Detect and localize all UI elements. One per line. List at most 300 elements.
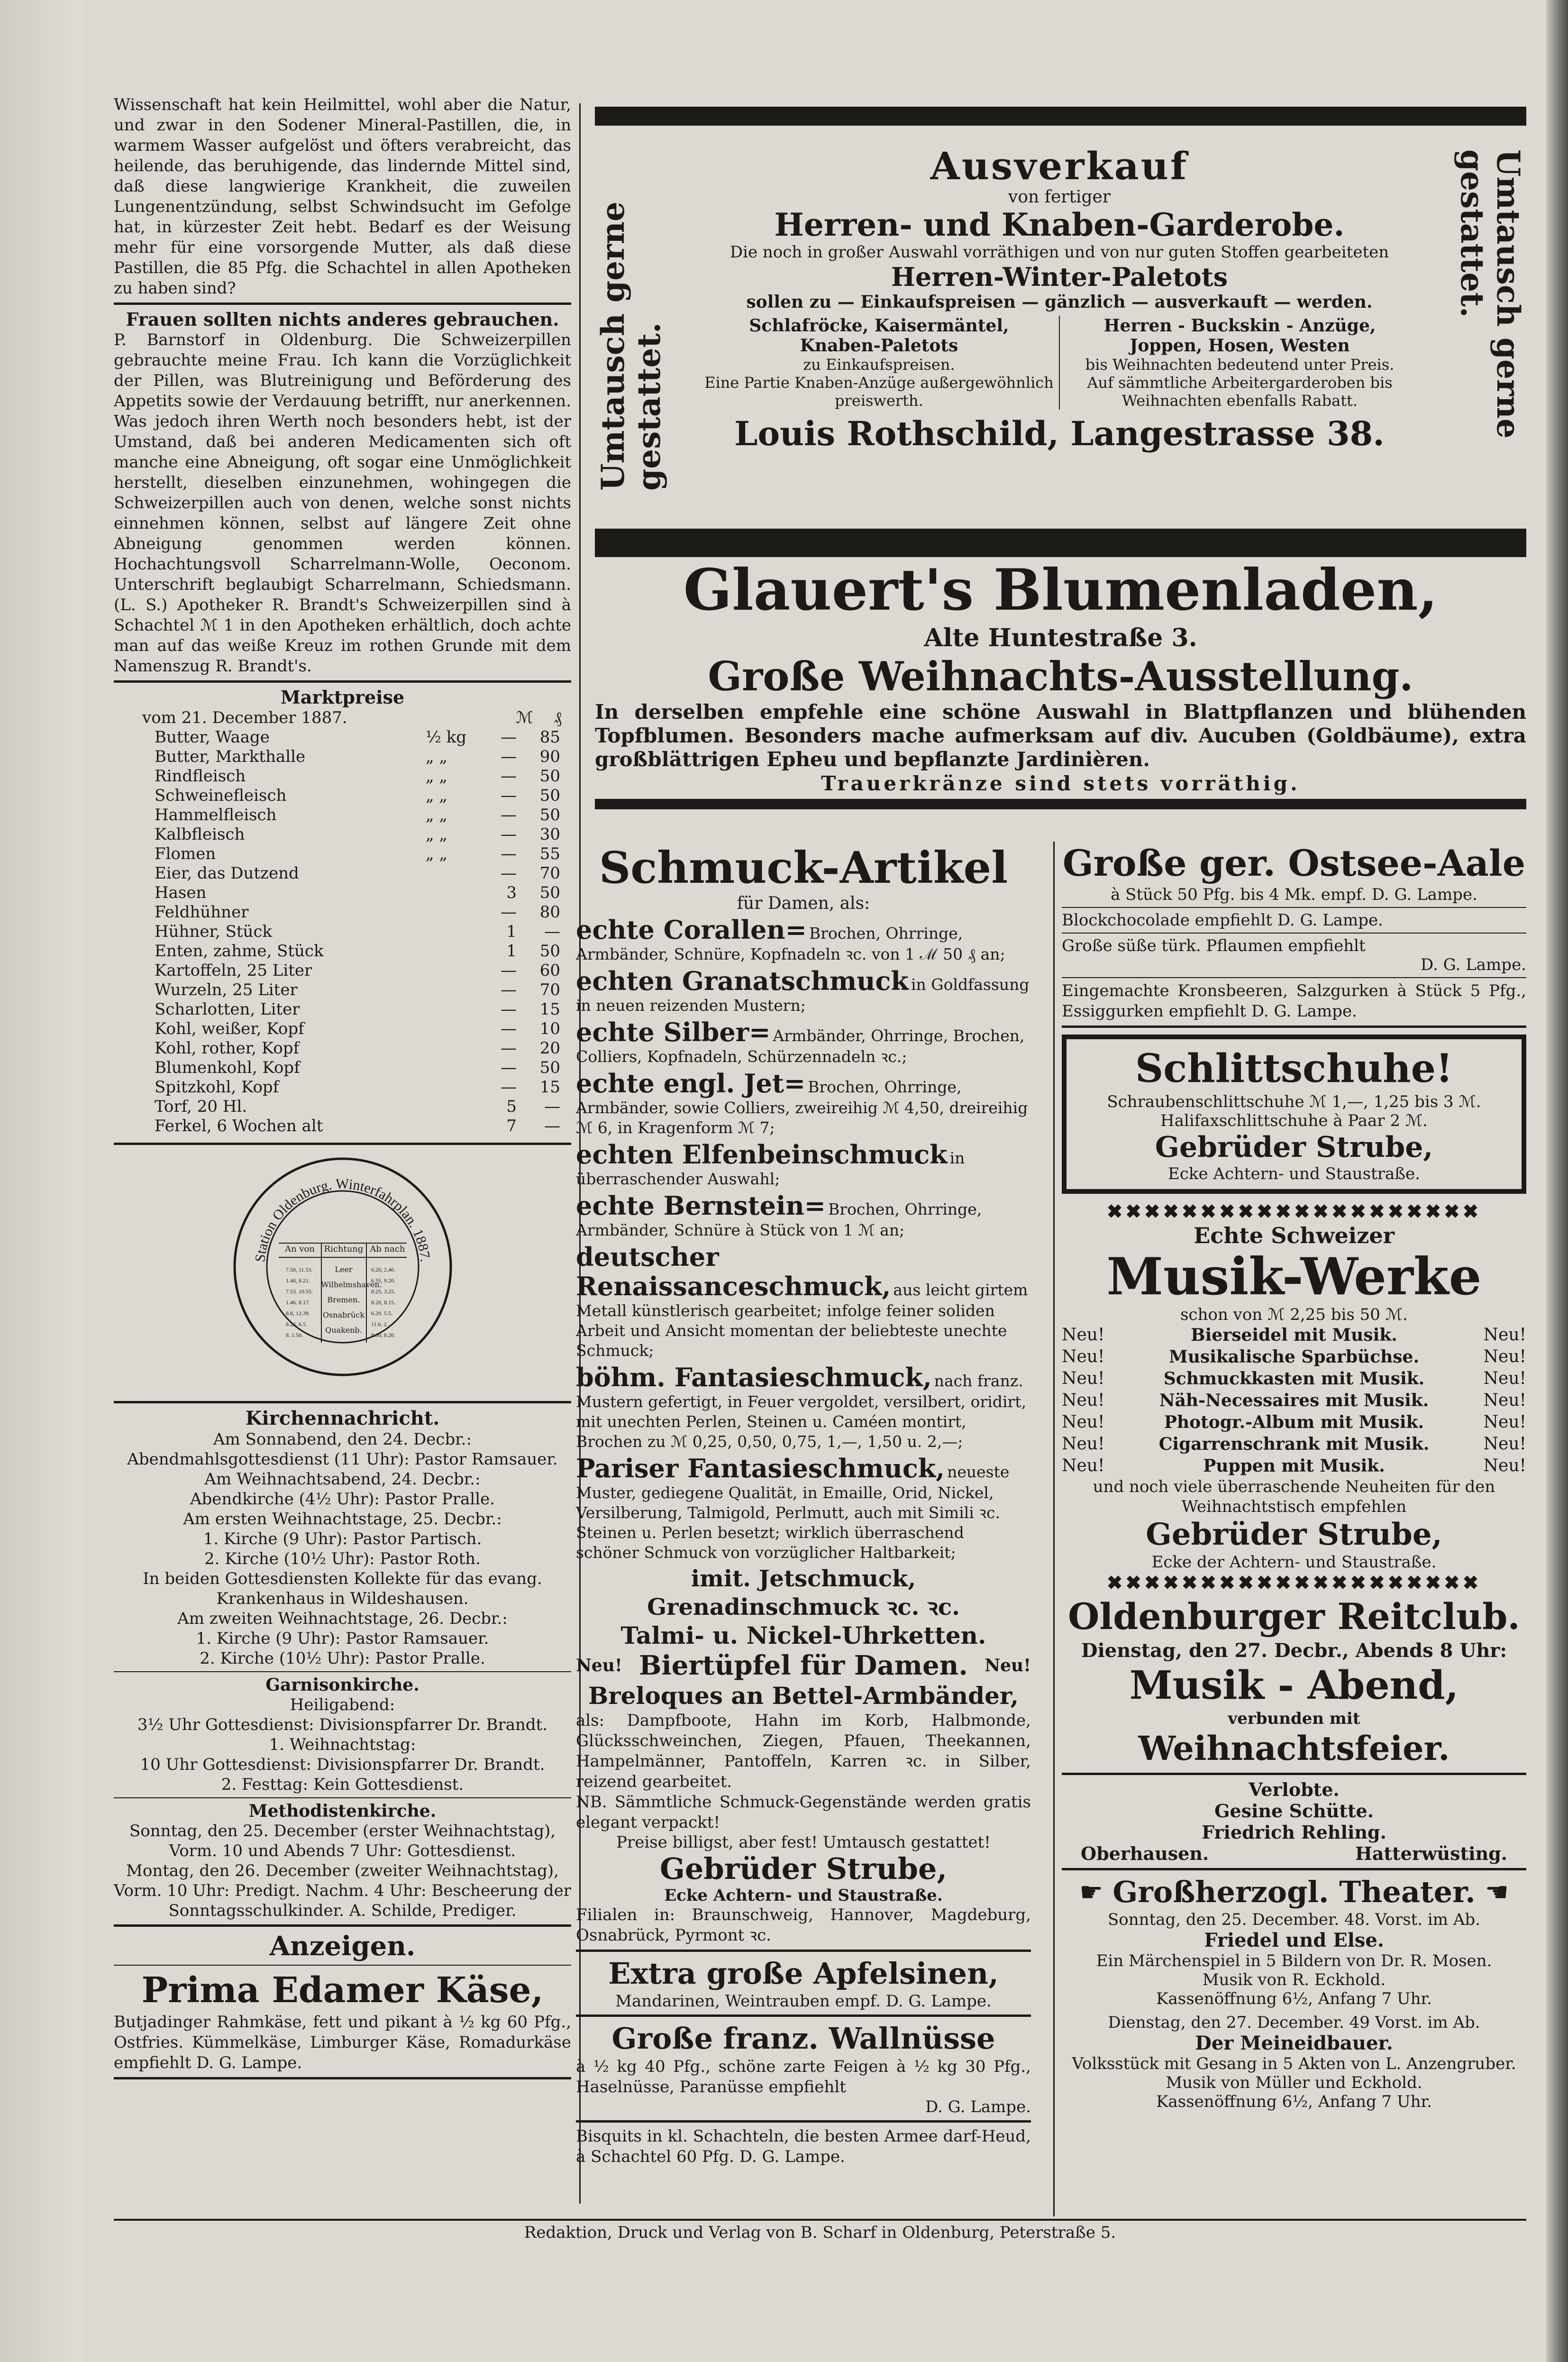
musik-item-label: Musikalische Sparbüchse.	[1169, 1347, 1419, 1367]
market-row	[152, 864, 563, 883]
market-item: Feldhühner	[155, 903, 249, 922]
market-mark: —	[501, 903, 517, 922]
schmuck-item-head: echte Corallen=	[576, 915, 807, 945]
market-unit	[423, 961, 485, 980]
page-edge-shadow	[1546, 0, 1568, 2362]
market-mark: —	[501, 1019, 517, 1038]
svg-text:6.20, 2.40.: 6.20, 2.40.	[371, 1266, 395, 1273]
schmuck-item-head: deutscher Renaissanceschmuck,	[576, 1242, 891, 1301]
reitclub-title: Oldenburger Reitclub.	[1068, 1595, 1520, 1638]
musik-l1: Echte Schweizer	[1194, 1223, 1395, 1248]
schmuck-filialen: Filialen in: Braunschweig, Hannover, Magdeburg, Osnabrück, Pyrmont ꝛc.	[576, 1905, 1031, 1945]
svg-text:8.20, 8.15.: 8.20, 8.15.	[371, 1299, 395, 1306]
market-mark: —	[501, 1078, 517, 1097]
market-row	[152, 903, 563, 922]
schmuck-imit: imit. Jetschmuck, Grenadinschmuck ꝛc. ꝛc.	[647, 1566, 960, 1620]
kronsbeeren-line: Eingemachte Kronsbeeren, Salzgurken à Stück 5 Pfg., Essiggurken empfiehlt D. G. Lampe.	[1062, 981, 1526, 1021]
schmuck-talmi: Talmi- u. Nickel-Uhrketten.	[620, 1621, 986, 1649]
station-direction: Quakenb.	[325, 1326, 362, 1335]
market-mark: —	[501, 806, 517, 824]
schlittschuhe-line1: Schraubenschlittschuhe ℳ 1,—, 1,25 bis 3 ℳ.	[1107, 1092, 1481, 1111]
market-mark: —	[501, 980, 517, 999]
verlobte-name1: Gesine Schütte.	[1214, 1800, 1374, 1822]
text-line: 1. Weihnachtstag:	[269, 1735, 416, 1754]
market-item: Ferkel, 6 Wochen alt	[155, 1117, 323, 1135]
schmuck-item-head: Pariser Fantasieschmuck,	[576, 1453, 945, 1483]
marktpreise-table	[152, 728, 563, 1136]
ausverkauf-sub: Herren- und Knaben-Garderobe.	[774, 206, 1345, 243]
market-row	[152, 1078, 563, 1097]
text-line: 3½ Uhr Gottesdienst: Divisionspfarrer Dr. Brandt.	[137, 1715, 548, 1734]
glauert-last: Trauerkränze sind stets vorräthig.	[821, 772, 1300, 795]
svg-text:8.25, 3.25.: 8.25, 3.25.	[371, 1288, 395, 1295]
market-row	[152, 1097, 563, 1117]
text-line: 1. Kirche (9 Uhr): Pastor Ramsauer.	[196, 1629, 489, 1648]
schmuck-item	[576, 1363, 1031, 1452]
market-row	[152, 942, 563, 961]
schmuck-item-text: Brochen, Ohrringe, Armbänder, sowie Colliers, zweireihig ℳ 4,50, dreireihig ℳ 6, in Kragenform ℳ 7;	[576, 1078, 1028, 1137]
schmuck-preise: Preise billigst, aber fest! Umtausch gestattet!	[616, 1833, 991, 1852]
market-pfennig: 20	[539, 1039, 560, 1058]
text-line: Sonntag, den 25. December (erster Weihnachtstag), Vorm. 10 und Abends 7 Uhr: Gottesdienst.	[129, 1822, 556, 1860]
market-unit	[423, 922, 485, 942]
schmuck-item-text: in überraschender Auswahl;	[576, 1149, 965, 1188]
schmuck-item	[576, 1454, 1031, 1563]
text-line: 1. Kirche (9 Uhr): Pastor Partisch.	[203, 1529, 482, 1548]
schmuck-bier: Biertüpfel für Damen.	[639, 1650, 968, 1681]
marktpreise-heading: Marktpreise	[280, 687, 405, 708]
ausverkauf-title: Ausverkauf	[930, 144, 1189, 188]
glauert-text: In derselben empfehle eine schöne Auswahl in Blattpflanzen und blühenden Topfblumen. Besonders mache aufmerksam auf div. Aucuben (Goldbäume), extra großblättrigen Epheu und bepflanzte Jardinièren.	[595, 700, 1526, 771]
schmuck-item	[576, 1017, 1031, 1067]
glauert-title: Glauert's Blumenladen,	[683, 557, 1438, 623]
schmuck-item-text: Brochen, Ohrringe, Armbänder, Schnüre, Kopfnadeln ꝛc. von 1 ℳ 50 ₰ an;	[576, 924, 1005, 963]
schmuck-item	[576, 1069, 1031, 1138]
market-pfennig: 60	[539, 961, 560, 980]
market-item: Hühner, Stück	[155, 922, 273, 941]
market-row	[152, 767, 563, 786]
market-pfennig: 85	[539, 728, 560, 747]
ausverkauf-line3: sollen zu — Einkaufspreisen — gänzlich — ausverkauft — werden.	[746, 292, 1373, 312]
market-row	[152, 806, 563, 825]
market-pfennig: 50	[539, 786, 560, 805]
text-line: Heiligabend:	[290, 1695, 395, 1714]
schmuck-item-head: echten Elfenbeinschmuck	[576, 1139, 948, 1170]
neu-label: Neu!	[1062, 1369, 1105, 1388]
station-col-an: An von	[285, 1244, 315, 1254]
market-row	[152, 825, 563, 844]
market-row	[152, 1019, 563, 1039]
neu-label: Neu!	[576, 1656, 622, 1675]
text-line: 2. Kirche (10½ Uhr): Pastor Pralle.	[200, 1649, 485, 1668]
musik-item-label: Näh-Necessaires mit Musik.	[1159, 1391, 1429, 1410]
market-row	[152, 883, 563, 903]
market-item: Rindfleisch	[155, 767, 246, 786]
market-pfennig: 70	[539, 980, 560, 999]
schmuck-item-head: echte engl. Jet=	[576, 1068, 806, 1099]
schmuck-item-head: echte Silber=	[576, 1017, 771, 1047]
theater-l3: Musik von R. Eckhold.	[1202, 1970, 1386, 1989]
schmuck-item	[576, 1242, 1031, 1361]
market-unit: „ „	[426, 786, 448, 805]
reitclub-verbunden: verbunden mit	[1228, 1709, 1360, 1728]
ornament-row: ✖✖✖✖✖✖✖✖✖✖✖✖✖✖✖✖✖✖✖✖	[1106, 1572, 1482, 1594]
ausverkauf-a2: Knaben-Paletots	[800, 336, 958, 356]
theater-l1: Sonntag, den 25. December. 48. Vorst. im Ab.	[1108, 1910, 1480, 1929]
market-mark: —	[501, 1000, 517, 1019]
svg-text:1.40, 8.21.: 1.40, 8.21.	[285, 1277, 310, 1284]
market-item: Torf, 20 Hl.	[155, 1097, 247, 1116]
neu-label: Neu!	[1483, 1434, 1526, 1454]
umtausch-left: Umtausch gerne gestattet.	[594, 201, 667, 491]
text-line: 10 Uhr Gottesdienst: Divisionspfarrer Dr. Brandt.	[140, 1755, 545, 1774]
schmuck-firm: Gebrüder Strube,	[659, 1851, 948, 1886]
theater-l2: Ein Märchenspiel in 5 Bildern von Dr. R. Mosen.	[1096, 1951, 1492, 1970]
musik-item	[1062, 1433, 1526, 1455]
divider	[114, 1797, 571, 1798]
schmuck-item	[576, 1140, 1031, 1189]
schmuck-item	[576, 966, 1031, 1016]
market-pfennig: 15	[539, 1078, 560, 1097]
neu-label: Neu!	[1483, 1456, 1526, 1475]
market-row	[152, 1117, 563, 1136]
station-col-ab: Ab nach	[370, 1244, 405, 1254]
svg-text:8.30, 8.20.: 8.30, 8.20.	[371, 1332, 395, 1338]
column-separator	[1053, 842, 1055, 2216]
footer	[114, 2219, 1526, 2244]
text-line: Am Sonnabend, den 24. Decbr.:	[213, 1430, 472, 1449]
glauert-ad	[595, 529, 1526, 809]
station-direction: Leer	[335, 1265, 353, 1274]
market-item: Kalbfleisch	[155, 825, 245, 844]
garnisonkirche-lines	[114, 1695, 571, 1794]
musik-title: Musik-Werke	[1106, 1247, 1482, 1307]
schmuck-fuer: für Damen, als:	[737, 894, 870, 913]
ausverkauf-b2: Joppen, Hosen, Westen	[1130, 336, 1350, 356]
market-item: Kohl, rother, Kopf	[155, 1039, 300, 1058]
theater-l6: Volksstück mit Gesang in 5 Akten von L. Anzengruber.	[1072, 2054, 1516, 2073]
divider	[114, 1401, 571, 1403]
pflaumen-line: Große süße türk. Pflaumen empfiehlt	[1062, 936, 1366, 955]
musik-item	[1062, 1346, 1526, 1368]
neu-label: Neu!	[1062, 1325, 1105, 1345]
neu-label: Neu!	[1483, 1369, 1526, 1388]
aale-title: Große ger. Ostsee-Aale	[1062, 842, 1526, 884]
text-line: In beiden Gottesdiensten Kollekte für das evang. Krankenhaus in Wildeshausen.	[143, 1569, 542, 1608]
ausverkauf-b3: bis Weihnachten bedeutend unter Preis.	[1085, 356, 1395, 374]
nuesse-text: à ½ kg 40 Pfg., schöne zarte Feigen à ½ kg 30 Pfg., Haselnüsse, Paranüsse empfiehlt	[576, 2057, 1031, 2097]
schmuck-item-text: neueste Muster, gediegene Qualität, in Emaille, Orid, Nickel, Versilberung, Talmigold, Perlmutt, auch mit Simili ꝛc. Steinen u. Perlen besetzt; wirklich überraschend schöner Schmuck von vorzüglicher Haltbarkeit;	[576, 1463, 1010, 1562]
market-pfennig: 80	[539, 903, 560, 922]
text-line: Abendmahlsgottesdienst (11 Uhr): Pastor Ramsauer.	[127, 1450, 558, 1469]
market-item: Spitzkohl, Kopf	[155, 1078, 279, 1097]
schmuck-firm-addr: Ecke Achtern- und Staustraße.	[664, 1886, 943, 1905]
theater-t2: Der Meineidbauer.	[1195, 2032, 1393, 2054]
market-mark: —	[501, 786, 517, 805]
market-unit	[423, 1078, 485, 1097]
market-row	[152, 961, 563, 980]
verlobte-place1: Oberhausen.	[1081, 1843, 1209, 1864]
musik-firm: Gebrüder Strube,	[1146, 1517, 1442, 1552]
svg-text:8.8, 12.39.: 8.8, 12.39.	[285, 1310, 310, 1317]
footer-imprint: Redaktion, Druck und Verlag von B. Scharf in Oldenburg, Peterstraße 5.	[524, 2223, 1116, 2242]
bisquits-text: Bisquits in kl. Schachteln, die besten Armee darf-Heud, à Schachtel 60 Pfg. D. G. Lampe.	[576, 2127, 1031, 2166]
market-unit	[423, 903, 485, 922]
market-item: Scharlotten, Liter	[155, 1000, 300, 1019]
schmuck-item-head: echte Bernstein=	[576, 1190, 826, 1221]
schmuck-item	[576, 1191, 1031, 1240]
musik-item-label: Cigarrenschrank mit Musik.	[1158, 1434, 1430, 1454]
frauen-heading: Frauen sollten nichts anderes gebrauchen.	[126, 309, 559, 330]
divider	[1062, 1773, 1526, 1775]
market-mark: —	[501, 728, 517, 747]
market-mark: —	[501, 767, 517, 786]
musik-item-label: Photogr.-Album mit Musik.	[1164, 1412, 1424, 1432]
apfel-text: Mandarinen, Weintrauben empf. D. G. Lampe.	[615, 1992, 992, 2011]
market-item: Blumenkohl, Kopf	[155, 1058, 300, 1077]
musik-item	[1062, 1324, 1526, 1346]
market-unit: „ „	[426, 747, 448, 766]
glauert-addr: Alte Huntestraße 3.	[924, 623, 1197, 652]
text-line: Am Weihnachtsabend, 24. Decbr.:	[204, 1470, 481, 1489]
schmuck-ad	[576, 842, 1031, 2167]
theater-title: Großherzogl. Theater.	[1112, 1875, 1476, 1909]
market-row	[152, 747, 563, 767]
ausverkauf-a1: Schlafröcke, Kaisermäntel,	[749, 316, 1009, 336]
theater-l5: Dienstag, den 27. December. 49 Vorst. im Ab.	[1108, 2013, 1480, 2032]
market-mark: 1	[506, 922, 517, 941]
musik-addr: Ecke der Achtern- und Staustraße.	[1151, 1553, 1437, 1572]
schlittschuhe-line2: Halifaxschlittschuhe à Paar 2 ℳ.	[1160, 1111, 1428, 1130]
market-row	[152, 1039, 563, 1058]
mineral-pastillen-text: Wissenschaft hat kein Heilmittel, wohl aber die Natur, und zwar in den Sodener Mineral-Pastillen, die, in warmem Wasser aufgelöst und öfters verabreicht, das heilende, das beruhigende, das lindernde Mittel sind, daß diese langwierige Krankheit, die zuweilen Lungenentzündung, selbst Schwindsucht im Gefolge hat, in kürzester Zeit hebt. Bedarf es der Weisung mehr für eine vorsorgende Mutter, als daß diese Pastillen, die 85 Pfg. die Schachtel in allen Apotheken zu haben sind?	[114, 95, 571, 298]
market-pfennig: 15	[539, 1000, 560, 1019]
musik-von: schon von ℳ 2,25 bis 50 ℳ.	[1180, 1305, 1408, 1324]
ausverkauf-line1: Die noch in großer Auswahl vorräthigen und von nur guten Stoffen gearbeiteten	[729, 243, 1389, 262]
musik-item-label: Schmuckkasten mit Musik.	[1163, 1369, 1425, 1389]
svg-text:8. 1.50.: 8. 1.50.	[285, 1332, 303, 1338]
divider	[1062, 1868, 1526, 1870]
marktpreise-date: vom 21. December 1887.	[142, 708, 347, 727]
neu-label: Neu!	[1062, 1412, 1105, 1432]
market-pfennig: 50	[539, 806, 560, 824]
musik-item-label: Puppen mit Musik.	[1203, 1456, 1385, 1476]
divider	[576, 1950, 1031, 1952]
ausverkauf-a3: zu Einkaufspreisen.	[803, 356, 955, 374]
market-item: Butter, Markthalle	[155, 747, 306, 766]
svg-text:11.6. 2.: 11.6. 2.	[371, 1321, 388, 1327]
schmuck-title: Schmuck-Artikel	[599, 842, 1008, 893]
schmuck-nb: NB. Sämmtliche Schmuck-Gegenstände werden gratis elegant verpackt!	[576, 1793, 1031, 1832]
kaese-title: Prima Edamer Käse,	[141, 1970, 544, 2011]
market-item: Flomen	[155, 844, 216, 863]
svg-text:6.29. 5.5.: 6.29. 5.5.	[371, 1310, 392, 1317]
market-mark: 5	[506, 1097, 517, 1116]
text-line: 2. Kirche (10½ Uhr): Pastor Roth.	[204, 1549, 481, 1568]
pointing-hand-icon: ☚	[1485, 1877, 1509, 1908]
market-mark: —	[501, 864, 517, 883]
ausverkauf-firm: Louis Rothschild, Langestrasse 38.	[734, 414, 1385, 453]
svg-text:7.50, 11.53.: 7.50, 11.53.	[285, 1266, 313, 1273]
market-mark: 3	[506, 883, 517, 902]
page-binding-shadow	[0, 0, 83, 2362]
market-row	[152, 844, 563, 864]
marktpreise-date-row	[114, 708, 571, 728]
market-row	[152, 786, 563, 806]
station-col-richtung: Richtung	[324, 1244, 364, 1254]
verlobte-title: Verlobte.	[1249, 1779, 1340, 1800]
text-line: Abendkirche (4½ Uhr): Pastor Pralle.	[190, 1490, 495, 1509]
pflaumen-sign: D. G. Lampe.	[1420, 955, 1526, 974]
pointing-hand-icon: ☛	[1079, 1877, 1103, 1908]
market-mark: —	[501, 1039, 517, 1058]
verlobte-place2: Hatterwüsting.	[1355, 1843, 1507, 1864]
station-ring-text: Station Oldenburg. Winterfahrplan. 1887.	[252, 1176, 433, 1263]
market-item: Butter, Waage	[155, 728, 270, 747]
market-item: Hasen	[155, 883, 207, 902]
musik-item	[1062, 1368, 1526, 1390]
kirchennachricht-lines	[114, 1429, 571, 1668]
divider	[114, 1924, 571, 1927]
station-direction: Osnabrück	[322, 1310, 365, 1319]
market-unit	[423, 980, 485, 1000]
ausverkauf-left-block	[704, 316, 1060, 410]
methodistenkirche-lines	[114, 1821, 571, 1921]
market-pfennig: 50	[539, 942, 560, 961]
market-pfennig: 90	[539, 747, 560, 766]
station-direction: Wilhelmshaven.	[321, 1280, 382, 1289]
schmuck-item	[576, 915, 1031, 964]
text-line: Montag, den 26. December (zweiter Weihnachtstag), Vorm. 10 Uhr: Predigt. Nachm. 4 Uhr: Bescheerung der Sonntagsschulkinder. A. Schilde, Prediger.	[114, 1861, 571, 1920]
station-timetable	[231, 1155, 454, 1378]
market-item: Kohl, weißer, Kopf	[155, 1019, 304, 1038]
market-pfennig: 55	[539, 844, 560, 863]
market-row	[152, 922, 563, 942]
theater-t1: Friedel und Else.	[1204, 1929, 1384, 1951]
musik-item	[1062, 1455, 1526, 1477]
market-mark: —	[501, 825, 517, 844]
garnisonkirche-heading: Garnisonkirche.	[265, 1675, 419, 1695]
neu-label: Neu!	[985, 1656, 1031, 1675]
neu-label: Neu!	[1483, 1412, 1526, 1432]
right-subcolumn	[1062, 842, 1526, 2111]
nuesse-title: Große franz. Wallnüsse	[611, 2021, 995, 2056]
schlittschuhe-firm: Gebrüder Strube,	[1155, 1131, 1433, 1164]
market-unit	[423, 1058, 485, 1078]
ausverkauf-paletots: Herren-Winter-Paletots	[891, 262, 1228, 292]
ausverkauf-right-block	[1060, 316, 1415, 410]
market-unit	[423, 883, 485, 903]
theater-l7: Musik von Müller und Eckhold.	[1166, 2073, 1422, 2092]
ornament-row: ✖✖✖✖✖✖✖✖✖✖✖✖✖✖✖✖✖✖✖✖	[1106, 1200, 1482, 1223]
theater-l4: Kassenöffnung 6½, Anfang 7 Uhr.	[1156, 1989, 1432, 2008]
reitclub-date: Dienstag, den 27. Decbr., Abends 8 Uhr:	[1081, 1639, 1507, 1662]
market-item: Hammelfleisch	[155, 806, 277, 824]
market-item: Wurzeln, 25 Liter	[155, 980, 298, 999]
text-line: Am zweiten Weihnachtstage, 26. Decbr.:	[177, 1609, 508, 1628]
market-unit: ½ kg	[426, 728, 467, 747]
svg-text:6.55, 9.20.: 6.55, 9.20.	[371, 1277, 395, 1284]
schlittschuhe-ad	[1062, 1035, 1526, 1194]
divider	[114, 1965, 571, 1966]
market-unit	[423, 942, 485, 961]
market-unit	[423, 1097, 485, 1117]
schlittschuhe-addr: Ecke Achtern- und Staustraße.	[1168, 1164, 1420, 1183]
schmuck-item-text: nach franz. Mustern gefertigt, in Feuer vergoldet, versilbert, oridirt, mit unechten Perlen, Steinen u. Caméen montirt, Brochen zu ℳ 0,25, 0,50, 0,75, 1,—, 1,50 u. 2,—;	[576, 1372, 1027, 1451]
text-line: 2. Festtag: Kein Gottesdienst.	[221, 1775, 464, 1794]
divider	[114, 680, 571, 683]
market-mark: —	[501, 1058, 517, 1077]
musik-item	[1062, 1411, 1526, 1433]
umtausch-right: Umtausch gerne gestattet.	[1454, 149, 1527, 439]
kaese-text: Butjadinger Rahmkäse, fett und pikant à ½ kg 60 Pfg., Ostfries. Kümmelkäse, Limburger Käse, Romadurkäse empfiehlt D. G. Lampe.	[114, 2013, 571, 2072]
market-pfennig: 30	[539, 825, 560, 844]
market-pfennig: 50	[539, 883, 560, 902]
divider	[1062, 977, 1526, 978]
market-pfennig: 50	[539, 1058, 560, 1077]
divider	[576, 2120, 1031, 2123]
ausverkauf-a4: Eine Partie Knaben-Anzüge außergewöhnlich preiswerth.	[704, 374, 1054, 410]
text-line: Am ersten Weihnachtstage, 25. Decbr.:	[183, 1510, 502, 1529]
schmuck-breloques-text: als: Dampfboote, Hahn im Korb, Halbmonde, Glücksschweinchen, Ziegen, Pfauen, Theekannen, Hampelmänner, Pantoffeln, Karren ꝛc. in Silber, reizend gearbeitet.	[576, 1711, 1031, 1791]
schmuck-item-head: echten Granatschmuck	[576, 966, 909, 996]
glauert-sub: Große Weihnachts-Ausstellung.	[708, 653, 1413, 700]
divider	[114, 2077, 571, 2079]
market-item: Kartoffeln, 25 Liter	[155, 961, 312, 980]
schmuck-item-text: Brochen, Ohrringe, Armbänder, Schnüre à Stück von 1 ℳ an;	[576, 1200, 982, 1239]
left-column	[114, 95, 571, 2083]
market-pfennig: —	[544, 1117, 560, 1135]
divider	[1062, 1025, 1526, 1028]
neu-label: Neu!	[1062, 1456, 1105, 1475]
schmuck-breloques: Breloques an Bettel-Armbänder,	[588, 1682, 1019, 1710]
divider	[1062, 907, 1526, 908]
market-item: Schweinefleisch	[155, 786, 287, 805]
market-unit	[423, 864, 485, 883]
neu-label: Neu!	[1483, 1391, 1526, 1410]
market-unit	[423, 1039, 485, 1058]
neu-label: Neu!	[1062, 1434, 1105, 1454]
market-item: Enten, zahme, Stück	[155, 942, 324, 961]
verlobte-name2: Friedrich Rehling.	[1202, 1822, 1386, 1843]
market-row	[152, 1000, 563, 1019]
ad-border	[595, 107, 1526, 126]
ausverkauf-ad	[595, 107, 1526, 519]
market-mark: —	[501, 844, 517, 863]
theater-l8: Kassenöffnung 6½, Anfang 7 Uhr.	[1156, 2092, 1432, 2111]
market-unit: „ „	[426, 767, 448, 786]
market-unit	[423, 1019, 485, 1039]
market-pfennig: 70	[539, 864, 560, 883]
musik-items	[1062, 1324, 1526, 1477]
schweizerpillen-text: P. Barnstorf in Oldenburg. Die Schweizerpillen gebrauchte meine Frau. Ich kann die Vorzüglichkeit der Pillen, was Blutreinigung und Beförderung des Appetits sowie der Verdauung betrifft, nur anerkennen. Was jedoch ihren Werth noch besonders hebt, ist der Umstand, daß bei anderen Medicamenten sich oft manche eine Abneigung, oft sogar eine Unmöglichkeit herstellt, dieselben einzunehmen, wohingegen die Schweizerpillen auch von denen, welche sonst nichts einnehmen können, selbst auf längere Zeit ohne Abneigung genommen werden können. Hochachtungsvoll Scharrelmann-Wolle, Oeconom. Unterschrift beglaubigt Scharrelmann, Schiedsmann. (L. S.) Apotheker R. Brandt's Schweizerpillen sind à Schachtel ℳ 1 in den Apotheken erhältlich, doch achte man auf das weiße Kreuz im rothen Grunde mit dem Namenszug R. Brandt's.	[114, 330, 571, 676]
svg-text:1.46. 8.17.: 1.46. 8.17.	[285, 1299, 310, 1306]
musik-item	[1062, 1390, 1526, 1411]
schmuck-item-text: in Goldfassung in neuen reizenden Mustern;	[576, 975, 1030, 1015]
market-pfennig: —	[544, 1097, 560, 1116]
neu-label: Neu!	[1062, 1347, 1105, 1366]
market-mark: —	[501, 747, 517, 766]
market-mark: 7	[506, 1117, 517, 1135]
schmuck-item-text: Armbänder, Ohrringe, Brochen, Colliers, Kopfnadeln, Schürzennadeln ꝛc.;	[576, 1026, 1025, 1066]
divider	[1062, 933, 1526, 934]
neu-label: Neu!	[1483, 1325, 1526, 1345]
musik-item-label: Bierseidel mit Musik.	[1191, 1325, 1397, 1345]
market-pfennig: 50	[539, 767, 560, 786]
market-unit	[423, 1117, 485, 1136]
ausverkauf-b1: Herren - Buckskin - Anzüge,	[1103, 316, 1376, 336]
pfennig-unit: ₰	[554, 708, 562, 727]
